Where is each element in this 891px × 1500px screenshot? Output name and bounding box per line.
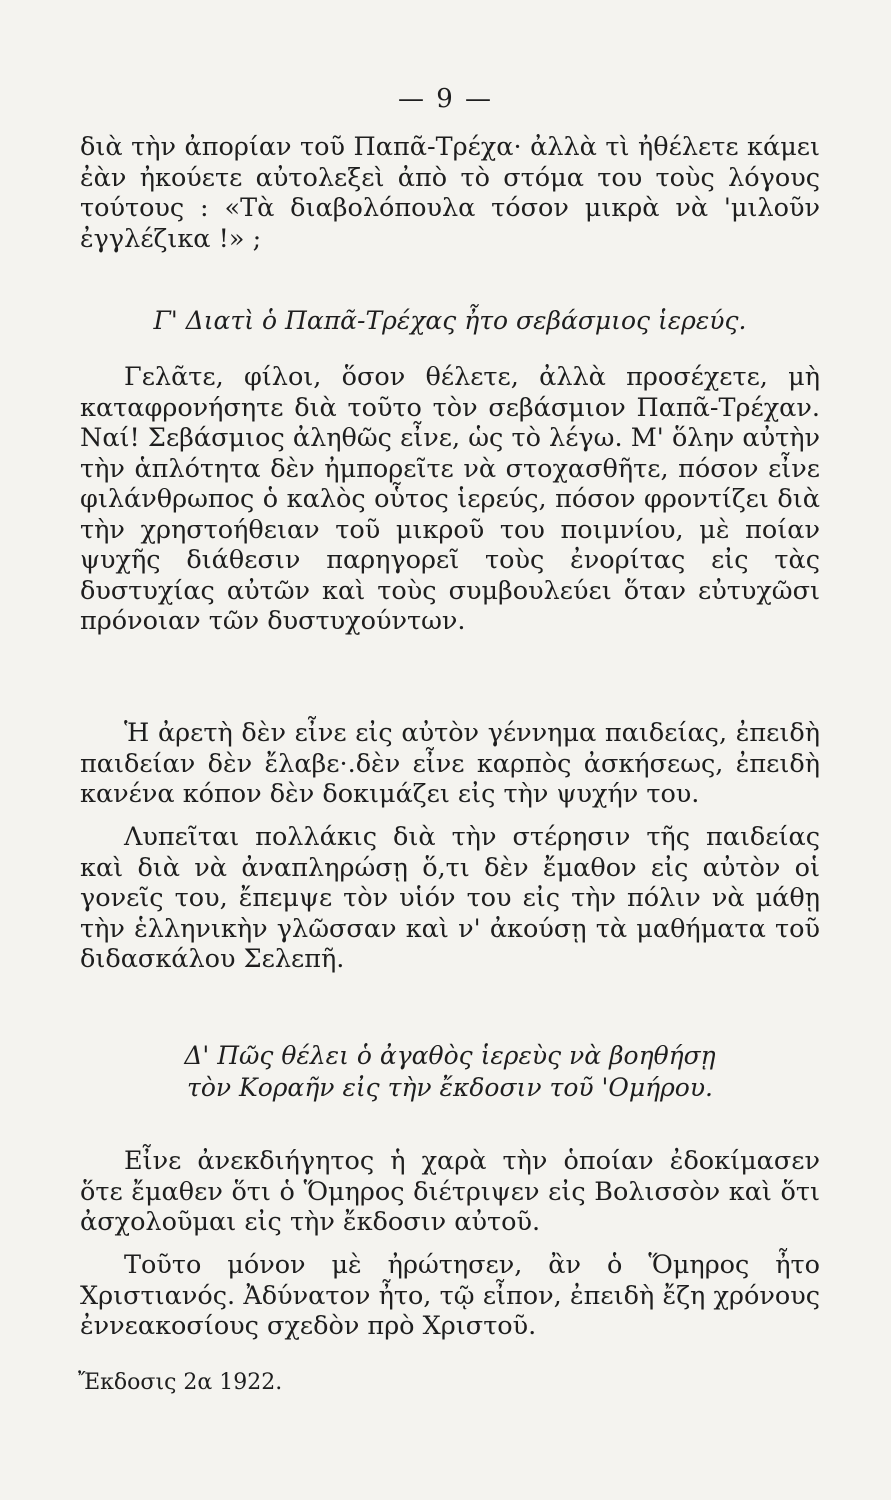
heading-d-line1: Δ' Πῶς θέλει ὁ ἀγαθὸς ἱερεὺς νὰ βοηθήσῃ bbox=[184, 1041, 716, 1070]
paragraph-6: Τοῦτο μόνον μὲ ἠρώτησεν, ἂν ὁ Ὅμηρος ἦτο Χριστιανός. Ἀδύνατον ἦτο, τῷ εἶπον, ἐπειδὴ ἔζη χρόνους ἐννεακοσίους σχεδὸν πρὸ Χριστοῦ. bbox=[80, 1250, 820, 1341]
paragraph-5: Εἶνε ἀνεκδιήγητος ἡ χαρὰ τὴν ὁποίαν ἐδοκίμασεν ὅτε ἔμαθεν ὅτι ὁ Ὅμηρος διέτριψεν εἰς Βολισσὸν καὶ ὅτι ἀσχολοῦμαι εἰς τὴν ἔκδοσιν αὐτοῦ. bbox=[80, 1146, 820, 1237]
paragraph-3: Ἡ ἀρετὴ δὲν εἶνε εἰς αὐτὸν γέννημα παιδείας, ἐπειδὴ παιδείαν δὲν ἔλαβε·.δὲν εἶνε καρπὸς ἀσκήσεως, ἐπειδὴ κανένα κόπον δὲν δοκιμάζει εἰς τὴν ψυχήν του. bbox=[80, 718, 820, 809]
edition-note: Ἔκδοσις 2α 1922. bbox=[78, 1370, 283, 1395]
section-heading-d bbox=[80, 1040, 820, 1104]
section-heading-g bbox=[80, 305, 820, 337]
paragraph-1: διὰ τὴν ἀπορίαν τοῦ Παπᾶ-Τρέχα· ἀλλὰ τὶ ἠθέλετε κάμει ἐὰν ἠκούετε αὐτολεξεὶ ἀπὸ τὸ στόμα του τοὺς λόγους τούτους : «Τὰ διαβολόπουλα τόσον μικρὰ νὰ 'μιλοῦν ἐγγλέζικα !» ; bbox=[80, 132, 820, 254]
heading-d-line2: τὸν Κοραῆν εἰς τὴν ἔκδοσιν τοῦ 'Ομήρου. bbox=[186, 1073, 713, 1102]
page-number: — 9 — bbox=[397, 84, 494, 114]
paragraph-2: Γελᾶτε, φίλοι, ὅσον θέλετε, ἀλλὰ προσέχετε, μὴ καταφρονήσητε διὰ τοῦτο τὸν σεβάσμιον Παπᾶ-Τρέχαν. Ναί! Σεβάσμιος ἀληθῶς εἶνε, ὡς τὸ λέγω. Μ' ὅλην αὐτὴν τὴν ἁπλότητα δὲν ἠμπορεῖτε νὰ στοχασθῆτε, πόσον εἶνε φιλάνθρωπος ὁ καλὸς οὗτος ἱερεύς, πόσον φροντίζει διὰ τὴν χρηστοήθειαν τοῦ μικροῦ του ποιμνίου, μὲ ποίαν ψυχῆς διάθεσιν παρηγορεῖ τοὺς ἐνορίτας εἰς τὰς δυστυχίας αὐτῶν καὶ τοὺς συμβουλεύει ὅταν εὐτυχῶσι πρόνοιαν τῶν δυστυχούντων. bbox=[80, 362, 820, 636]
paragraph-4: Λυπεῖται πολλάκις διὰ τὴν στέρησιν τῆς παιδείας καὶ διὰ νὰ ἀναπληρώσῃ ὅ,τι δὲν ἔμαθον εἰς αὐτὸν οἱ γονεῖς του, ἔπεμψε τὸν υἱόν του εἰς τὴν πόλιν νὰ μάθῃ τὴν ἑλληνικὴν γλῶσσαν καὶ ν' ἀκούσῃ τὰ μαθήματα τοῦ διδασκάλου Σελεπῆ. bbox=[80, 822, 820, 974]
heading-g-text: Γ' Διατὶ ὁ Παπᾶ-Τρέχας ἦτο σεβάσμιος ἱερεύς. bbox=[153, 306, 747, 335]
